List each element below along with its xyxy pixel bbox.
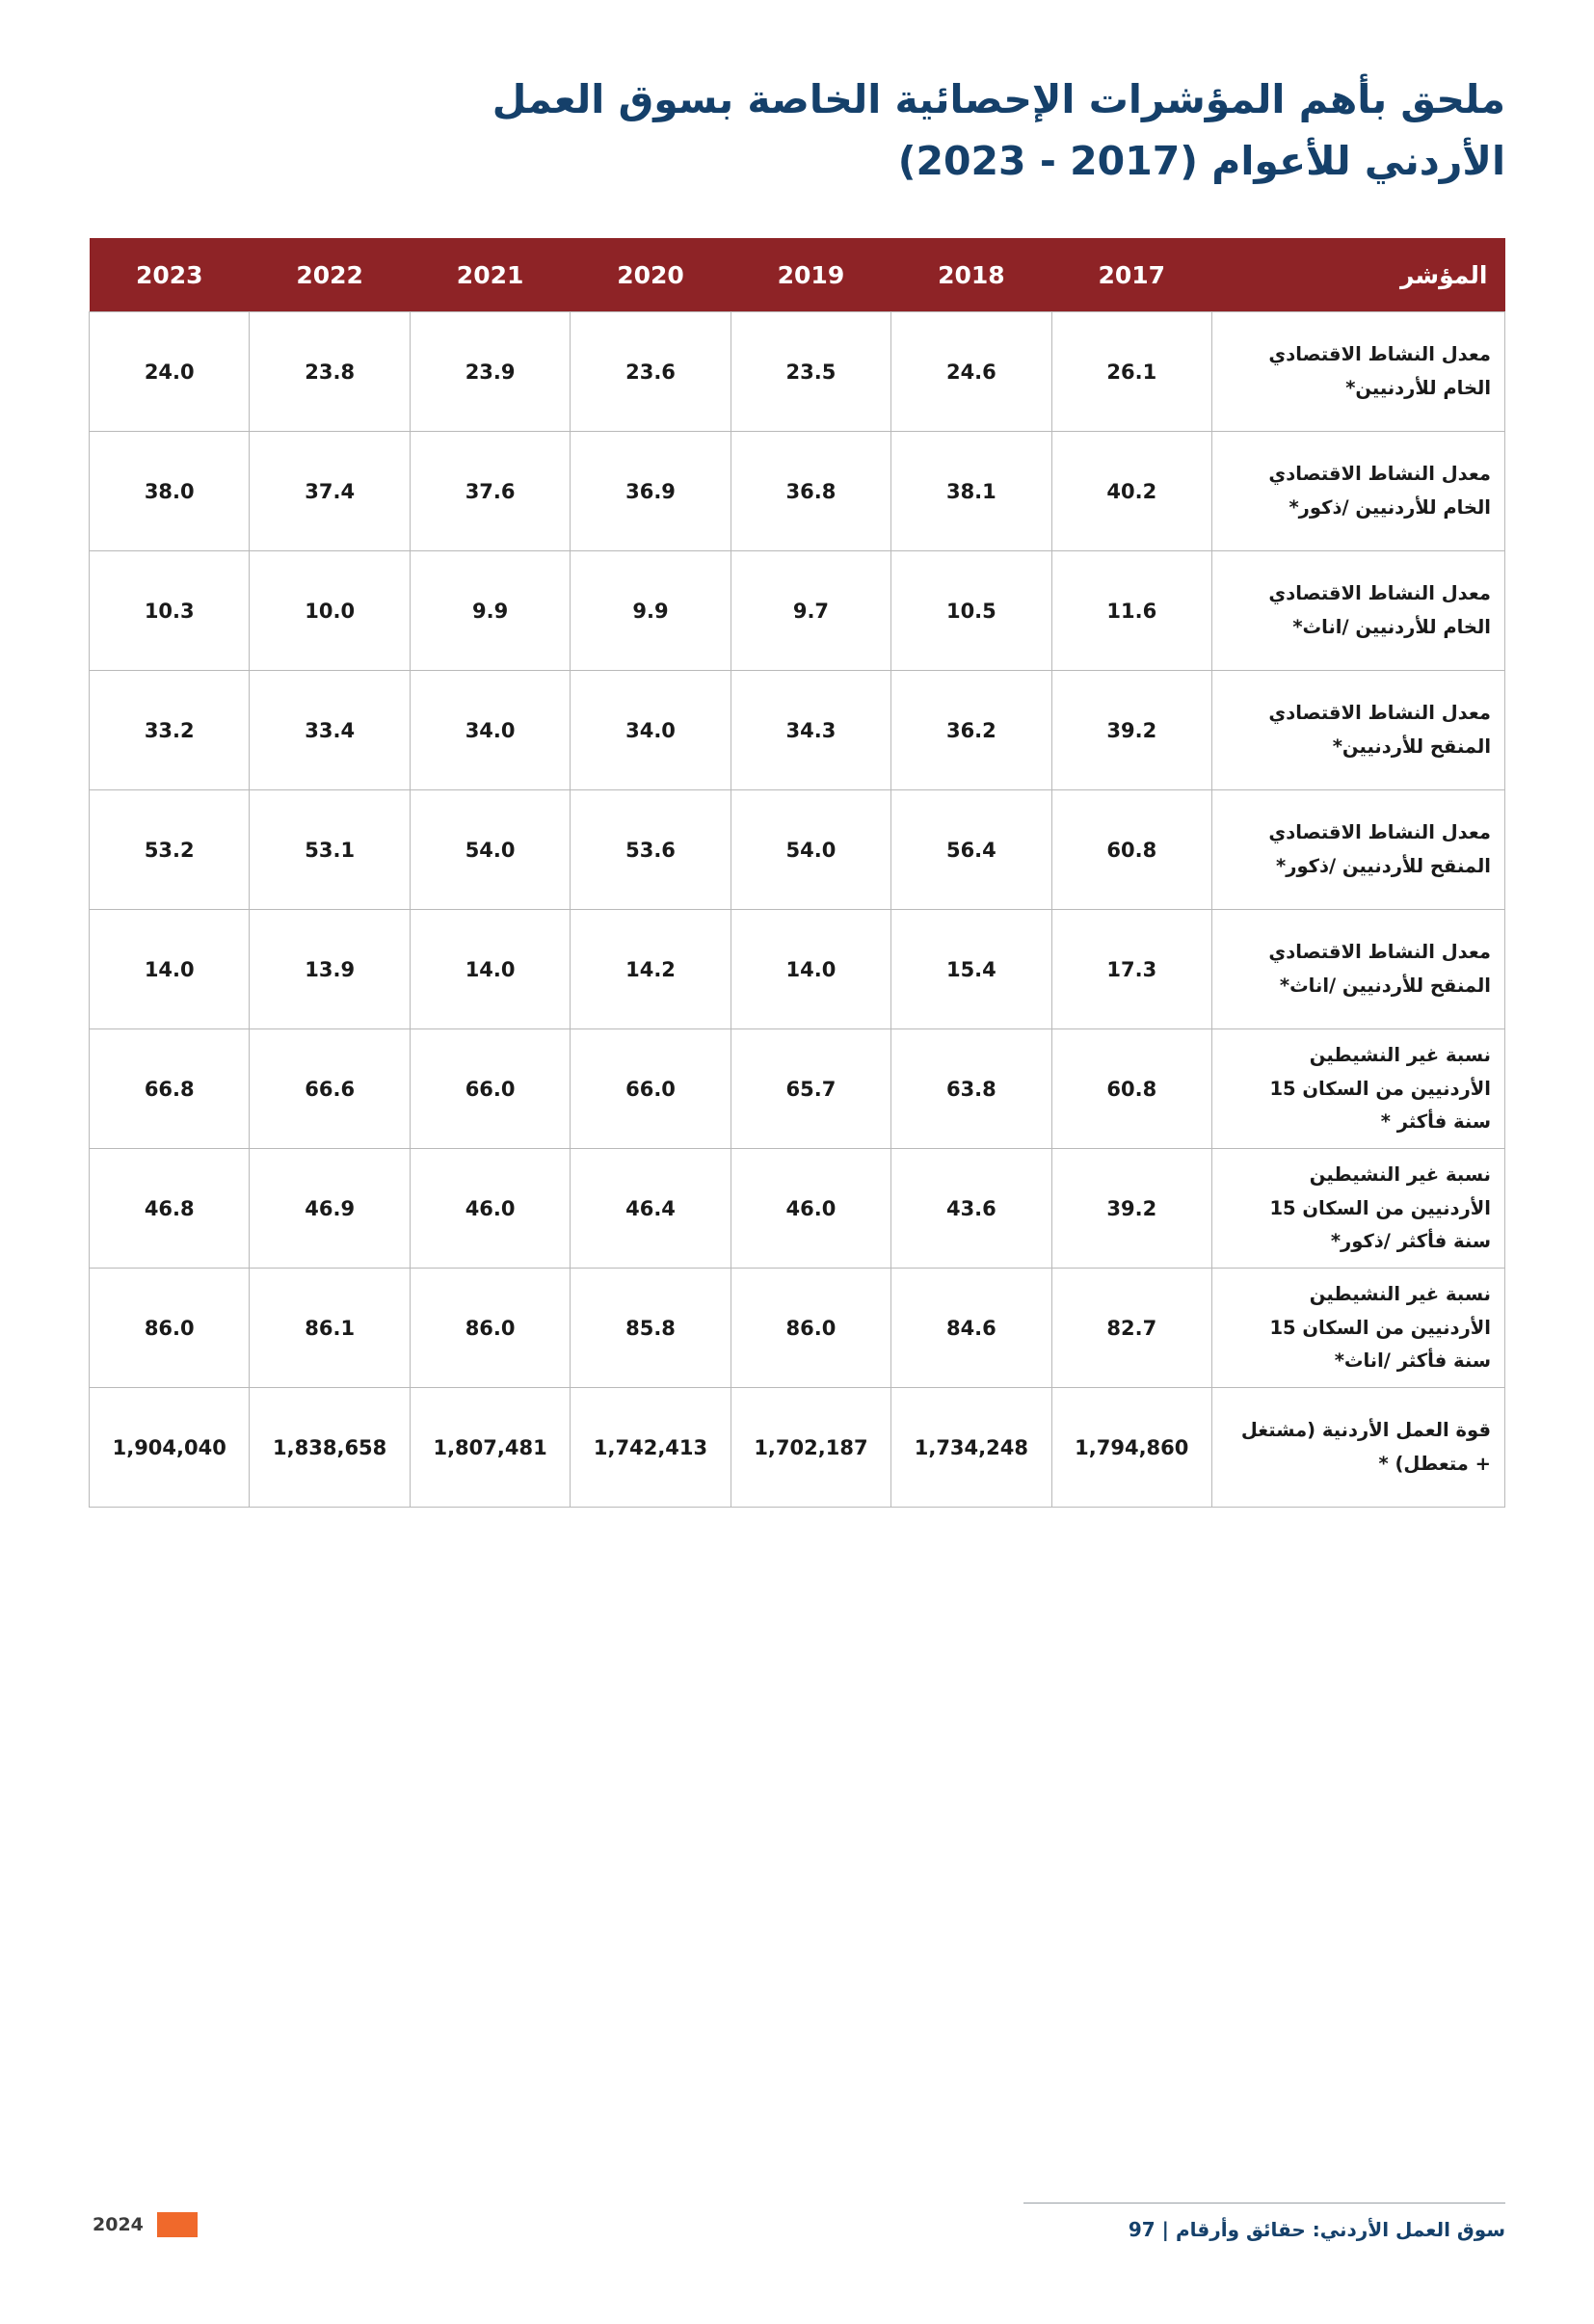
table-header-2017: 2017 [1051,238,1211,312]
footer-source [1129,2218,1505,2241]
cell-2021: 34.0 [410,671,570,790]
cell-2017: 82.7 [1051,1269,1211,1388]
cell-2019: 54.0 [731,790,890,910]
cell-2020: 14.2 [571,910,731,1029]
cell-2018: 15.4 [891,910,1051,1029]
table-row [90,312,1505,432]
cell-2018: 63.8 [891,1029,1051,1149]
cell-2019: 34.3 [731,671,890,790]
cell-2023: 24.0 [90,312,250,432]
page-title-line-2: الأردني للأعوام (2017 - 2023) [897,137,1505,184]
row-indicator: معدل النشاط الاقتصادي المنقح للأردنيين /اناث* [1212,910,1505,1029]
table-header-row [90,238,1505,312]
table-row [90,551,1505,671]
cell-2020: 34.0 [571,671,731,790]
table-header-2018: 2018 [891,238,1051,312]
row-indicator: معدل النشاط الاقتصادي المنقح للأردنيين* [1212,671,1505,790]
cell-2017: 60.8 [1051,790,1211,910]
cell-2020: 36.9 [571,432,731,551]
row-indicator: معدل النشاط الاقتصادي الخام للأردنيين /اناث* [1212,551,1505,671]
cell-2022: 66.6 [250,1029,410,1149]
page-title [89,69,1505,192]
cell-2018: 10.5 [891,551,1051,671]
table-row [90,790,1505,910]
table-row [90,1269,1505,1388]
cell-2022: 46.9 [250,1149,410,1269]
cell-2018: 84.6 [891,1269,1051,1388]
cell-2021: 54.0 [410,790,570,910]
cell-2018: 24.6 [891,312,1051,432]
cell-2019: 46.0 [731,1149,890,1269]
cell-2023: 1,904,040 [90,1388,250,1508]
cell-2020: 1,742,413 [571,1388,731,1508]
cell-2023: 33.2 [90,671,250,790]
page-footer [0,2195,1594,2253]
cell-2017: 11.6 [1051,551,1211,671]
footer-color-swatch [157,2212,198,2237]
cell-2019: 14.0 [731,910,890,1029]
cell-2017: 1,794,860 [1051,1388,1211,1508]
cell-2020: 46.4 [571,1149,731,1269]
cell-2022: 10.0 [250,551,410,671]
footer-divider [1023,2203,1505,2204]
cell-2020: 85.8 [571,1269,731,1388]
table-header-2022: 2022 [250,238,410,312]
row-indicator: نسبة غير النشيطين الأردنيين من السكان 15 سنة فأكثر /ذكور* [1212,1149,1505,1269]
cell-2022: 37.4 [250,432,410,551]
cell-2022: 53.1 [250,790,410,910]
cell-2017: 26.1 [1051,312,1211,432]
table-header [90,238,1505,312]
cell-2022: 86.1 [250,1269,410,1388]
cell-2020: 9.9 [571,551,731,671]
cell-2023: 38.0 [90,432,250,551]
table-header-2021: 2021 [410,238,570,312]
row-indicator: معدل النشاط الاقتصادي الخام للأردنيين* [1212,312,1505,432]
cell-2017: 40.2 [1051,432,1211,551]
cell-2019: 65.7 [731,1029,890,1149]
document-page [0,69,1594,2324]
footer-page-number: 97 [1128,2218,1156,2241]
cell-2018: 36.2 [891,671,1051,790]
cell-2022: 1,838,658 [250,1388,410,1508]
statistics-table-container [89,238,1505,1508]
cell-2017: 60.8 [1051,1029,1211,1149]
cell-2022: 13.9 [250,910,410,1029]
cell-2019: 86.0 [731,1269,890,1388]
statistics-table [89,238,1505,1508]
cell-2023: 66.8 [90,1029,250,1149]
table-row [90,671,1505,790]
row-indicator: معدل النشاط الاقتصادي المنقح للأردنيين /ذكور* [1212,790,1505,910]
cell-2023: 46.8 [90,1149,250,1269]
cell-2023: 53.2 [90,790,250,910]
cell-2018: 43.6 [891,1149,1051,1269]
cell-2020: 66.0 [571,1029,731,1149]
row-indicator: معدل النشاط الاقتصادي الخام للأردنيين /ذكور* [1212,432,1505,551]
cell-2019: 9.7 [731,551,890,671]
cell-2021: 86.0 [410,1269,570,1388]
cell-2021: 66.0 [410,1029,570,1149]
page-title-line-1: ملحق بأهم المؤشرات الإحصائية الخاصة بسوق العمل [491,76,1505,122]
table-row [90,1149,1505,1269]
cell-2021: 23.9 [410,312,570,432]
row-indicator: نسبة غير النشيطين الأردنيين من السكان 15 سنة فأكثر /اناث* [1212,1269,1505,1388]
table-header-indicator: المؤشر [1212,238,1505,312]
cell-2023: 10.3 [90,551,250,671]
cell-2021: 46.0 [410,1149,570,1269]
cell-2021: 14.0 [410,910,570,1029]
footer-separator: | [1161,2218,1169,2241]
cell-2023: 86.0 [90,1269,250,1388]
row-indicator: قوة العمل الأردنية (مشتغل + متعطل) * [1212,1388,1505,1508]
table-header-2019: 2019 [731,238,890,312]
table-row [90,432,1505,551]
cell-2019: 1,702,187 [731,1388,890,1508]
footer-year-block [93,2212,198,2237]
cell-2018: 1,734,248 [891,1388,1051,1508]
table-row [90,1388,1505,1508]
cell-2017: 39.2 [1051,1149,1211,1269]
cell-2023: 14.0 [90,910,250,1029]
cell-2022: 33.4 [250,671,410,790]
footer-year: 2024 [93,2214,144,2235]
cell-2019: 36.8 [731,432,890,551]
table-header-2023: 2023 [90,238,250,312]
cell-2018: 38.1 [891,432,1051,551]
cell-2021: 37.6 [410,432,570,551]
table-row [90,1029,1505,1149]
cell-2021: 9.9 [410,551,570,671]
cell-2018: 56.4 [891,790,1051,910]
cell-2020: 23.6 [571,312,731,432]
cell-2017: 17.3 [1051,910,1211,1029]
table-body [90,312,1505,1508]
cell-2021: 1,807,481 [410,1388,570,1508]
table-row [90,910,1505,1029]
row-indicator: نسبة غير النشيطين الأردنيين من السكان 15 سنة فأكثر * [1212,1029,1505,1149]
cell-2017: 39.2 [1051,671,1211,790]
cell-2019: 23.5 [731,312,890,432]
footer-source-text: سوق العمل الأردني: حقائق وأرقام [1175,2218,1505,2241]
table-header-2020: 2020 [571,238,731,312]
cell-2022: 23.8 [250,312,410,432]
cell-2020: 53.6 [571,790,731,910]
